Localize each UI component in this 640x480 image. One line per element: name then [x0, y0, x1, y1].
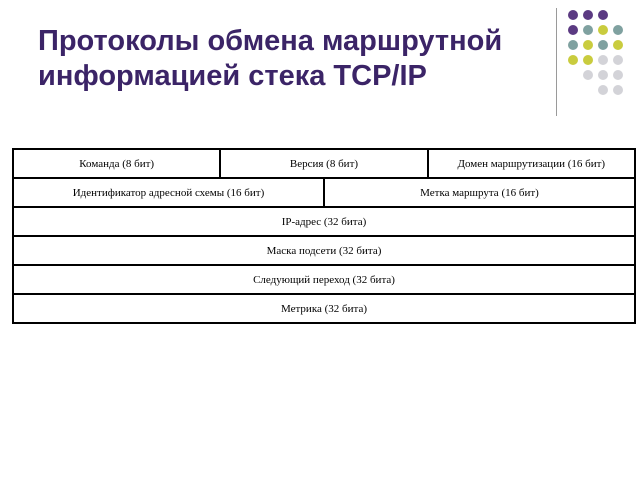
decorative-dot — [613, 40, 623, 50]
field-cell: Версия (8 бит) — [220, 149, 427, 178]
table-body — [13, 149, 635, 323]
field-cell: Маска подсети (32 бита) — [13, 236, 635, 265]
table-row — [13, 294, 635, 323]
decorative-dot — [613, 25, 623, 35]
decorative-dot — [613, 70, 623, 80]
decorative-dot — [568, 40, 578, 50]
slide-title-line-2: информацией стека TCP/IP — [38, 60, 427, 92]
field-cell: Команда (8 бит) — [13, 149, 220, 178]
slide-title — [38, 24, 558, 94]
decorative-dot — [583, 55, 593, 65]
decorative-dot — [583, 70, 593, 80]
table-row — [13, 207, 635, 236]
decorative-dot — [598, 55, 608, 65]
table-row — [13, 236, 635, 265]
field-cell: Домен маршрутизации (16 бит) — [428, 149, 635, 178]
table-row — [13, 265, 635, 294]
decorative-dot — [598, 85, 608, 95]
decorative-dot — [568, 10, 578, 20]
decorative-dot — [583, 25, 593, 35]
decorative-dot — [598, 40, 608, 50]
decorative-dot — [583, 40, 593, 50]
field-cell: Метрика (32 бита) — [13, 294, 635, 323]
field-cell: Следующий переход (32 бита) — [13, 265, 635, 294]
decorative-dot — [598, 25, 608, 35]
table-row — [13, 178, 635, 207]
decorative-dot — [613, 85, 623, 95]
rip-packet-format-table — [12, 148, 636, 324]
decorative-dot — [613, 55, 623, 65]
decorative-divider-line — [556, 8, 557, 116]
decorative-dot — [583, 10, 593, 20]
decorative-dot — [568, 25, 578, 35]
field-cell: Идентификатор адресной схемы (16 бит) — [13, 178, 324, 207]
decorative-dot — [598, 10, 608, 20]
decorative-dot — [568, 55, 578, 65]
slide-title-line-1: Протоколы обмена маршрутной — [38, 25, 503, 57]
decorative-dot-grid — [568, 10, 628, 110]
decorative-dot — [598, 70, 608, 80]
table-row — [13, 149, 635, 178]
field-cell: IP-адрес (32 бита) — [13, 207, 635, 236]
field-cell: Метка маршрута (16 бит) — [324, 178, 635, 207]
